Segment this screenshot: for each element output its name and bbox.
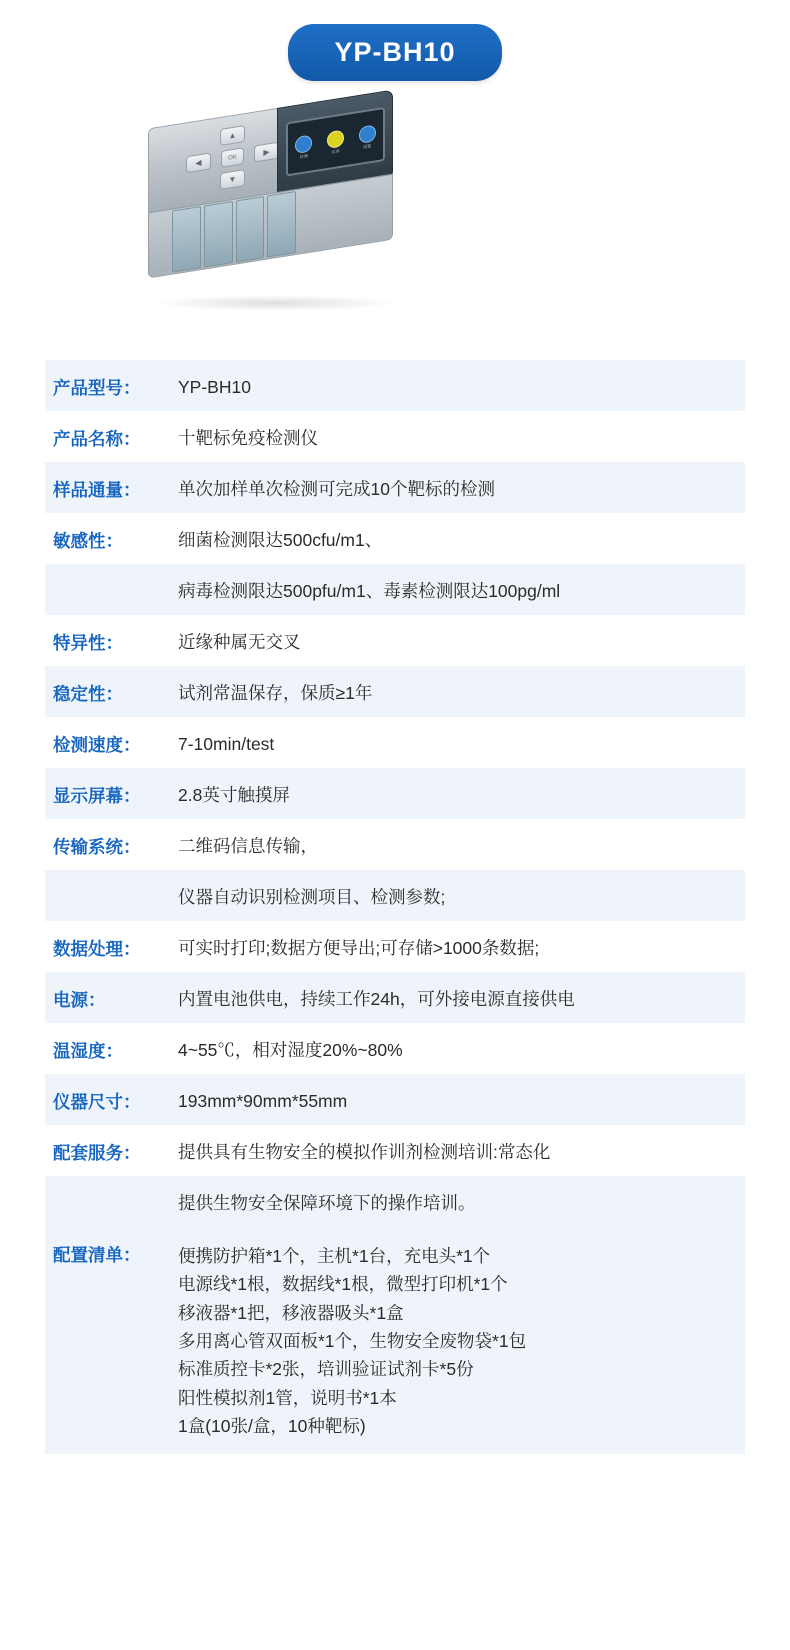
spec-value: 可实时打印;数据方便导出;可存储>1000条数据; [178,938,540,958]
spec-table [45,360,745,1454]
spec-value: 十靶标免疫检测仪 [178,428,318,448]
config-list-item: 标准质控卡*2张，培训验证试剂卡*5份 [178,1359,474,1380]
spec-value: 2.8英寸触摸屏 [178,785,290,805]
spec-value: 7-10min/test [178,734,275,754]
table-row [45,1125,745,1176]
spec-value: 细菌检测限达500cfu/m1、 [178,530,383,550]
spec-label: 稳定性： [53,684,123,704]
table-row [45,1023,745,1074]
spec-value: 提供生物安全保障环境下的操作培训。 [178,1193,476,1213]
keypad-right-button: ▶ [254,142,279,163]
config-list-item: 电源线*1根，数据线*1根，微型打印机*1个 [178,1274,508,1295]
keypad-down-button: ▼ [220,169,245,190]
table-row [45,768,745,819]
screen-icon-detect: 检测 [291,130,317,164]
spec-value: 病毒检测限达500pfu/m1、毒素检测限达100pg/ml [178,581,561,601]
config-list-item: 1盒(10张/盒，10种靶标) [178,1416,366,1437]
config-list-item: 阳性模拟剂1管，说明书*1本 [178,1387,397,1408]
screen-icon-records: 记录 [322,125,348,159]
spec-label: 仪器尺寸： [53,1092,141,1112]
spec-label: 配置清单： [53,1245,141,1265]
keypad-left-button: ◀ [186,152,211,173]
table-row [45,1074,745,1125]
device-illustration [148,90,393,309]
spec-value: 4~55℃，相对湿度20%~80% [178,1040,403,1060]
spec-label: 产品型号： [53,378,141,398]
table-row [45,615,745,666]
spec-value: 仪器自动识别检测项目、检测参数; [178,887,446,907]
config-list-item: 移液器*1把，移液器吸头*1盒 [178,1302,404,1323]
table-row [45,462,745,513]
spec-label: 传输系统： [53,837,141,857]
table-row [45,717,745,768]
spec-value: 二维码信息传输， [178,836,318,856]
config-list-item: 多用离心管双面板*1个，生物安全废物袋*1包 [178,1331,527,1352]
spec-label: 检测速度： [53,735,141,755]
spec-value: 内置电池供电，持续工作24h，可外接电源直接供电 [178,989,575,1009]
spec-label: 温湿度： [53,1041,123,1061]
spec-label: 特异性： [53,633,123,653]
table-row [45,972,745,1023]
table-row [45,1176,745,1227]
spec-value: 近缘种属无交叉 [178,632,301,652]
spec-label: 电源： [53,990,106,1010]
config-list-values [178,1227,737,1454]
spec-label: 样品通量： [53,480,141,500]
spec-value: 193mm*90mm*55mm [178,1091,348,1111]
spec-value: 试剂常温保存，保质≥1年 [178,683,373,703]
spec-label: 配套服务： [53,1143,141,1163]
product-image [0,99,790,354]
spec-label: 数据处理： [53,939,141,959]
spec-value: 单次加样单次检测可完成10个靶标的检测 [178,479,495,499]
table-row [45,513,745,564]
table-row [45,921,745,972]
spec-label: 产品名称： [53,429,141,449]
spec-value: YP-BH10 [178,377,251,397]
table-row-config-list [45,1227,745,1454]
page-title: YP-BH10 [288,24,501,81]
table-row [45,411,745,462]
page-title-container [0,0,790,81]
spec-label: 敏感性： [53,531,123,551]
table-row [45,360,745,411]
table-row [45,870,745,921]
screen-icon-settings: 设置 [354,120,380,154]
table-row [45,666,745,717]
spec-label: 显示屏幕： [53,786,141,806]
config-list-item: 便携防护箱*1个，主机*1台，充电头*1个 [178,1246,491,1266]
device-shadow [150,295,400,311]
keypad-ok-button: OK [221,147,244,168]
table-row [45,819,745,870]
table-row [45,564,745,615]
keypad-up-button: ▲ [220,125,245,146]
spec-value: 提供具有生物安全的模拟作训剂检测培训:常态化 [178,1142,551,1162]
